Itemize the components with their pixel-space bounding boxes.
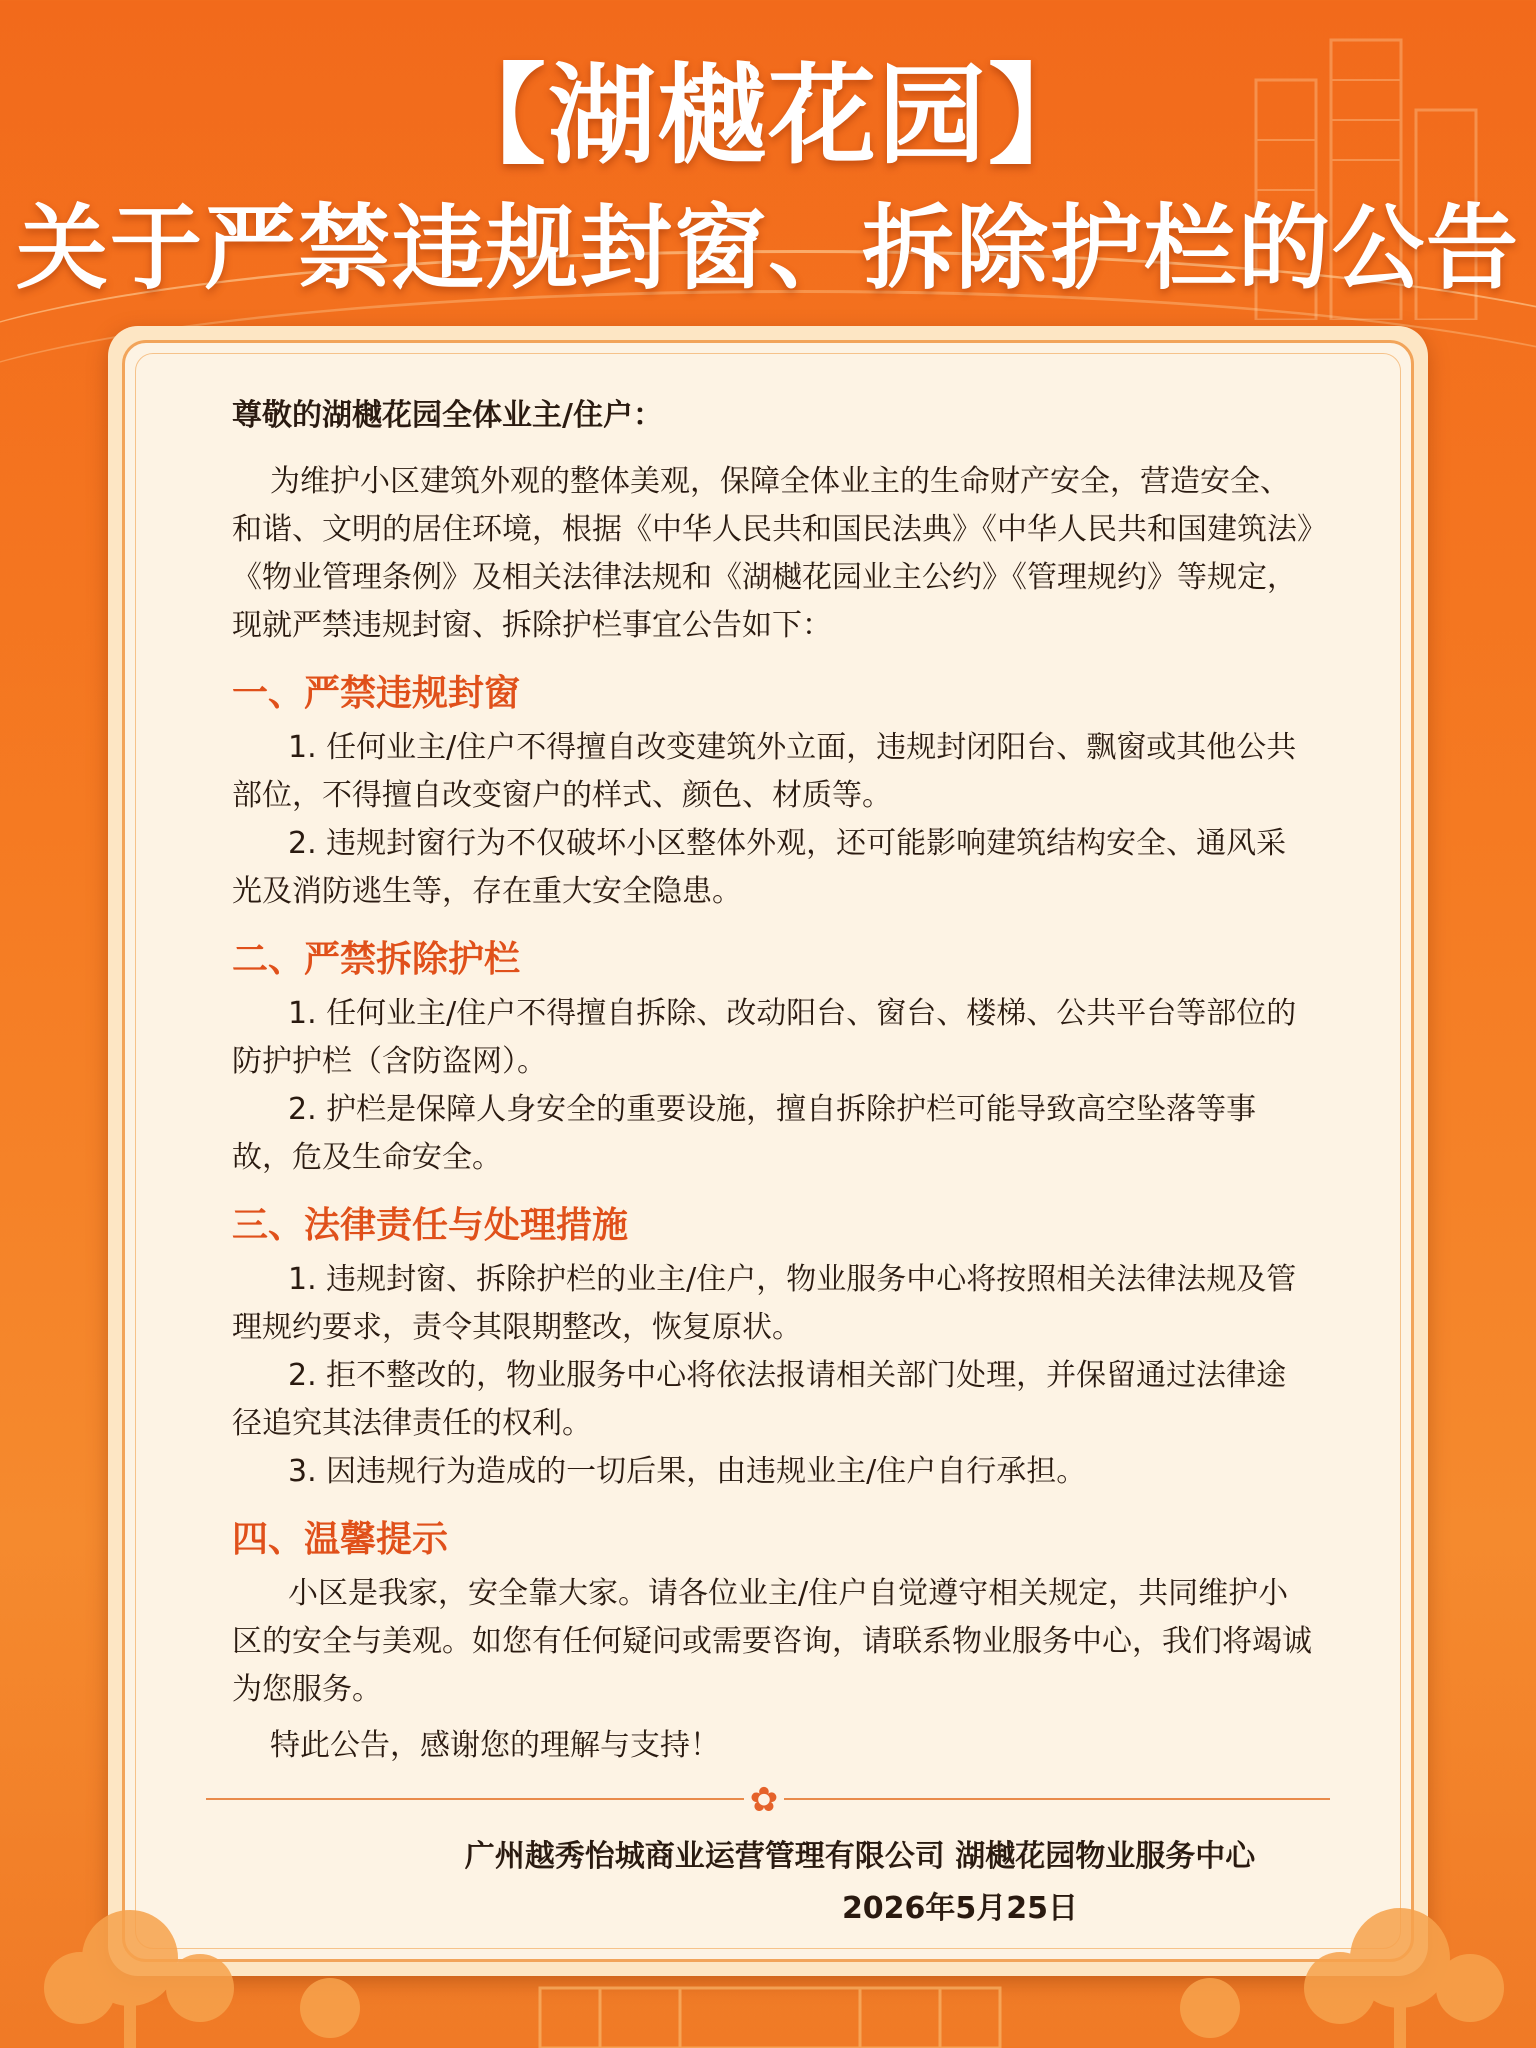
greeting: 尊敬的湖樾花园全体业主/住户： <box>232 398 663 433</box>
title-line-2: 关于严禁违规封窗、拆除护栏的公告 <box>15 195 1520 302</box>
notice-body <box>232 392 1312 1770</box>
closing-line: 特此公告，感谢您的理解与支持！ <box>270 1728 720 1763</box>
intro-paragraph: 为维护小区建筑外观的整体美观，保障全体业主的生命财产安全，营造安全、和谐、文明的居住环境，根据《中华人民共和国民法典》《中华人民共和国建筑法》《物业管理条例》及相关法律法规和《湖樾花园业主公约》《管理规约》等规定，现就严禁违规封窗、拆除护栏事宜公告如下： <box>232 464 1312 643</box>
section-heading: 一、严禁违规封窗 <box>232 673 521 714</box>
notice-date: 2026年5月25日 <box>841 1891 1079 1926</box>
section-item: 小区是我家，安全靠大家。请各位业主/住户自觉遵守相关规定，共同维护小区的安全与美观。如您有任何疑问或需要咨询，请联系物业服务中心，我们将竭诚为您服务。 <box>232 1576 1312 1707</box>
section-item: 3. 因违规行为造成的一切后果，由违规业主/住户自行承担。 <box>288 1454 1087 1489</box>
section-item: 2. 拒不整改的，物业服务中心将依法报请相关部门处理，并保留通过法律途径追究其法律责任的权利。 <box>232 1358 1287 1441</box>
tree-silhouette-illustration <box>0 1878 1536 2048</box>
section-item: 2. 违规封窗行为不仅破坏小区整体外观，还可能影响建筑结构安全、通风采光及消防逃生等，存在重大安全隐患。 <box>232 826 1287 909</box>
section-heading: 二、严禁拆除护栏 <box>232 939 521 980</box>
section-item: 1. 任何业主/住户不得擅自改变建筑外立面，违规封闭阳台、飘窗或其他公共部位，不得擅自改变窗户的样式、颜色、材质等。 <box>232 730 1297 813</box>
section-item: 1. 违规封窗、拆除护栏的业主/住户，物业服务中心将按照相关法律法规及管理规约要求，责令其限期整改，恢复原状。 <box>232 1262 1297 1345</box>
flower-ornament-icon: ✿ <box>744 1780 784 1820</box>
title-line-1: 【湖樾花园】 <box>437 54 1098 179</box>
section-heading: 四、温馨提示 <box>232 1519 449 1560</box>
section-item: 2. 护栏是保障人身安全的重要设施，擅自拆除护栏可能导致高空坠落等事故，危及生命安全。 <box>232 1092 1257 1175</box>
section-item: 1. 任何业主/住户不得擅自拆除、改动阳台、窗台、楼梯、公共平台等部位的防护护栏（含防盗网）。 <box>232 996 1297 1079</box>
section-heading: 三、法律责任与处理措施 <box>232 1205 629 1246</box>
signer: 广州越秀怡城商业运营管理有限公司 湖樾花园物业服务中心 <box>464 1839 1256 1874</box>
